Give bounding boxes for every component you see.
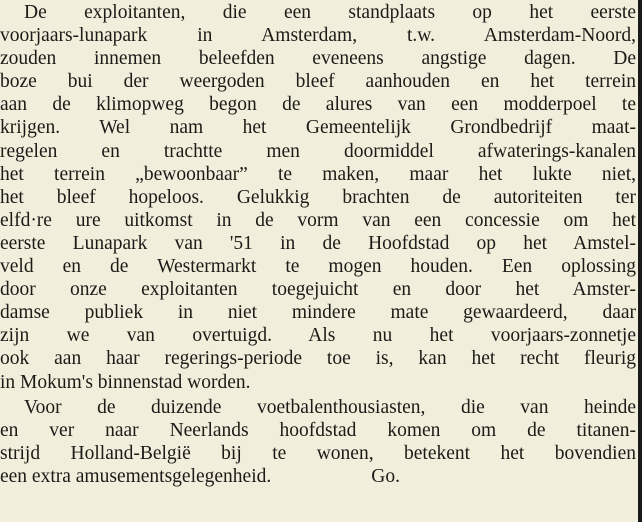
text-line: strijd Holland-België bij te wonen, betekent het bovendien bbox=[0, 442, 636, 464]
text-line: veld en de Westermarkt te mogen houden. Een oplossing bbox=[0, 256, 636, 278]
text-line: De exploitanten, die een standplaats op het eerste bbox=[24, 2, 636, 23]
text-line-content: een extra amusementsgelegenheid. bbox=[0, 465, 272, 487]
text-line: voorjaars-lunapark in Amsterdam, t.w. Amsterdam-Noord, bbox=[0, 25, 636, 47]
text-line: in Mokum's binnenstad worden. bbox=[0, 371, 251, 393]
text-line: het bleef hopeloos. Gelukkig brachten de autoriteiten ter bbox=[0, 186, 636, 208]
text-line-with-signature bbox=[0, 465, 636, 488]
author-signature: Go. bbox=[371, 465, 400, 487]
text-line: eerste Lunapark van '51 in de Hoofdstad op het Amstel- bbox=[0, 232, 636, 254]
column-rule bbox=[638, 0, 642, 522]
text-line: Voor de duizende voetbalenthousiasten, die van heinde bbox=[24, 396, 636, 418]
text-line: aan de klimopweg begon de alures van een modderpoel te bbox=[0, 94, 636, 116]
text-line: boze bui der weergoden bleef aanhouden en het terrein bbox=[0, 71, 636, 93]
text-line: ook aan haar regerings-periode toe is, kan het recht fleurig bbox=[0, 348, 636, 370]
text-line: door onze exploitanten toegejuicht en door het Amster- bbox=[0, 279, 636, 301]
paragraph-1 bbox=[0, 1, 636, 394]
text-line: elfd·re ure uitkomst in de vorm van een concessie om het bbox=[0, 209, 636, 231]
paragraph-2 bbox=[0, 396, 636, 488]
text-line: en ver naar Neerlands hoofdstad komen om de titanen- bbox=[0, 419, 636, 441]
text-line: zouden innemen beleefden eveneens angstige dagen. De bbox=[0, 48, 636, 70]
article-text bbox=[0, 1, 636, 488]
text-line: het terrein „bewoonbaar” te maken, maar het lukte niet, bbox=[0, 163, 636, 185]
text-line: damse publiek in niet mindere mate gewaardeerd, daar bbox=[0, 302, 636, 324]
text-line: zijn we van overtuigd. Als nu het voorjaars-zonnetje bbox=[0, 325, 636, 347]
text-line: krijgen. Wel nam het Gemeentelijk Grondbedrijf maat- bbox=[0, 117, 636, 139]
text-line: regelen en trachtte men doormiddel afwaterings-kanalen bbox=[0, 140, 636, 162]
